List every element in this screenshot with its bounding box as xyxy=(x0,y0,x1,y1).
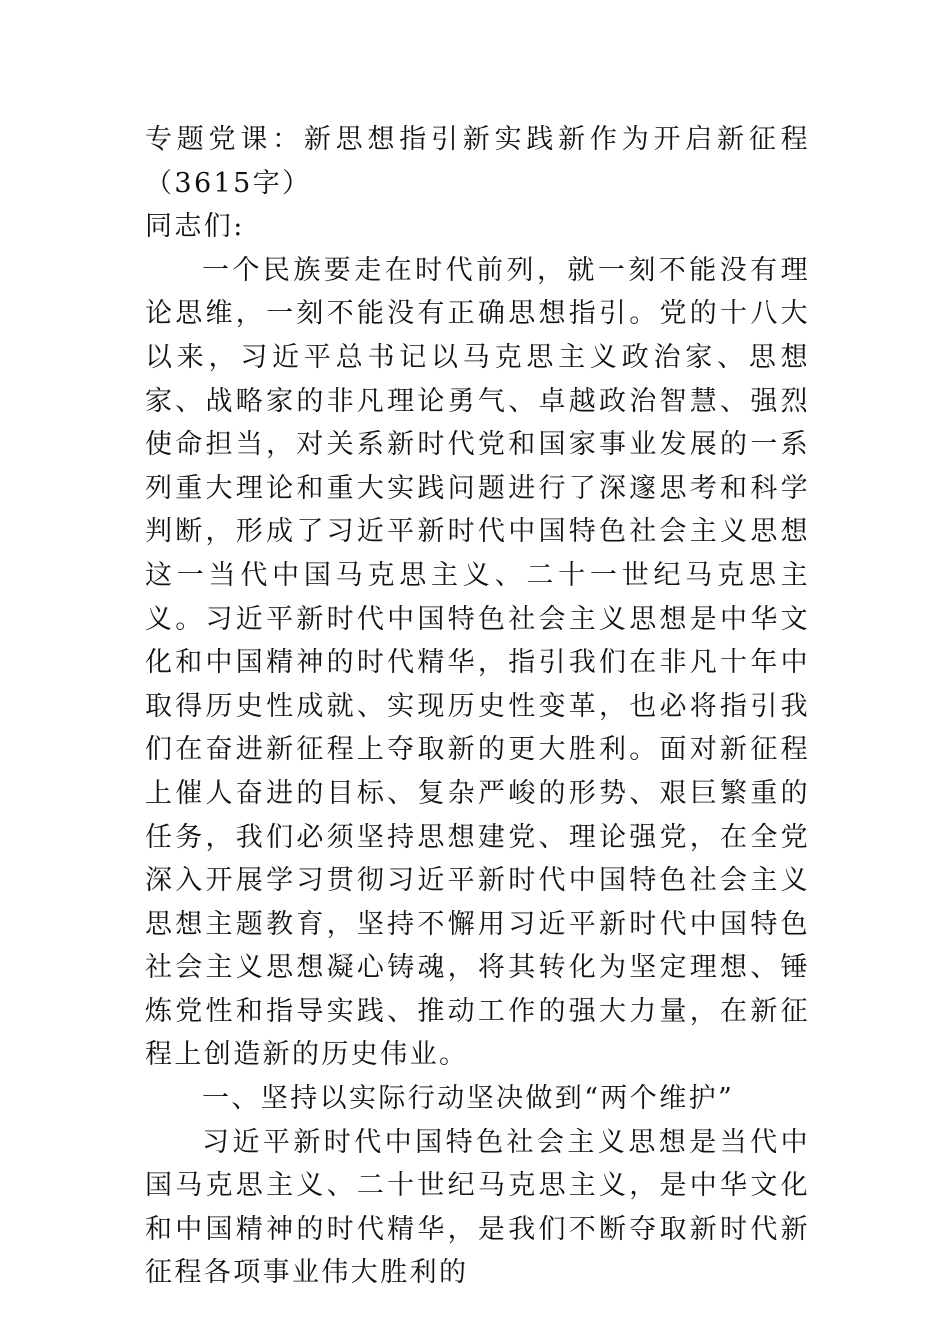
document-title: 专题党课：新思想指引新实践新作为开启新征程（3615字） xyxy=(145,124,810,199)
intro-paragraph: 一个民族要走在时代前列，就一刻不能没有理论思维，一刻不能没有正确思想指引。党的十八大以来，习近平总书记以马克思主义政治家、思想家、战略家的非凡理论勇气、卓越政治智慧、强烈使命担当，对关系新时代党和国家事业发展的一系列重大理论和重大实践问题进行了深邃思考和科学判断，形成了习近平新时代中国特色社会主义思想这一当代中国马克思主义、二十一世纪马克思主义。习近平新时代中国特色社会主义思想是中华文化和中国精神的时代精华，指引我们在非凡十年中取得历史性成就、实现历史性变革，也必将指引我们在奋进新征程上夺取新的更大胜利。面对新征程上催人奋进的目标、复杂严峻的形势、艰巨繁重的任务，我们必须坚持思想建党、理论强党，在全党深入开展学习贯彻习近平新时代中国特色社会主义思想主题教育，坚持不懈用习近平新时代中国特色社会主义思想凝心铸魂，将其转化为坚定理想、锤炼党性和指导实践、推动工作的强大力量，在新征程上创造新的历史伟业。 xyxy=(145,254,810,1071)
salutation: 同志们: xyxy=(145,211,245,243)
document-body xyxy=(145,118,810,1295)
section-heading: 一、坚持以实际行动坚决做到“两个维护” xyxy=(202,1083,735,1115)
section-paragraph: 习近平新时代中国特色社会主义思想是当代中国马克思主义、二十世纪马克思主义，是中华文化和中国精神的时代精华，是我们不断夺取新时代新征程各项事业伟大胜利的 xyxy=(145,1126,810,1289)
